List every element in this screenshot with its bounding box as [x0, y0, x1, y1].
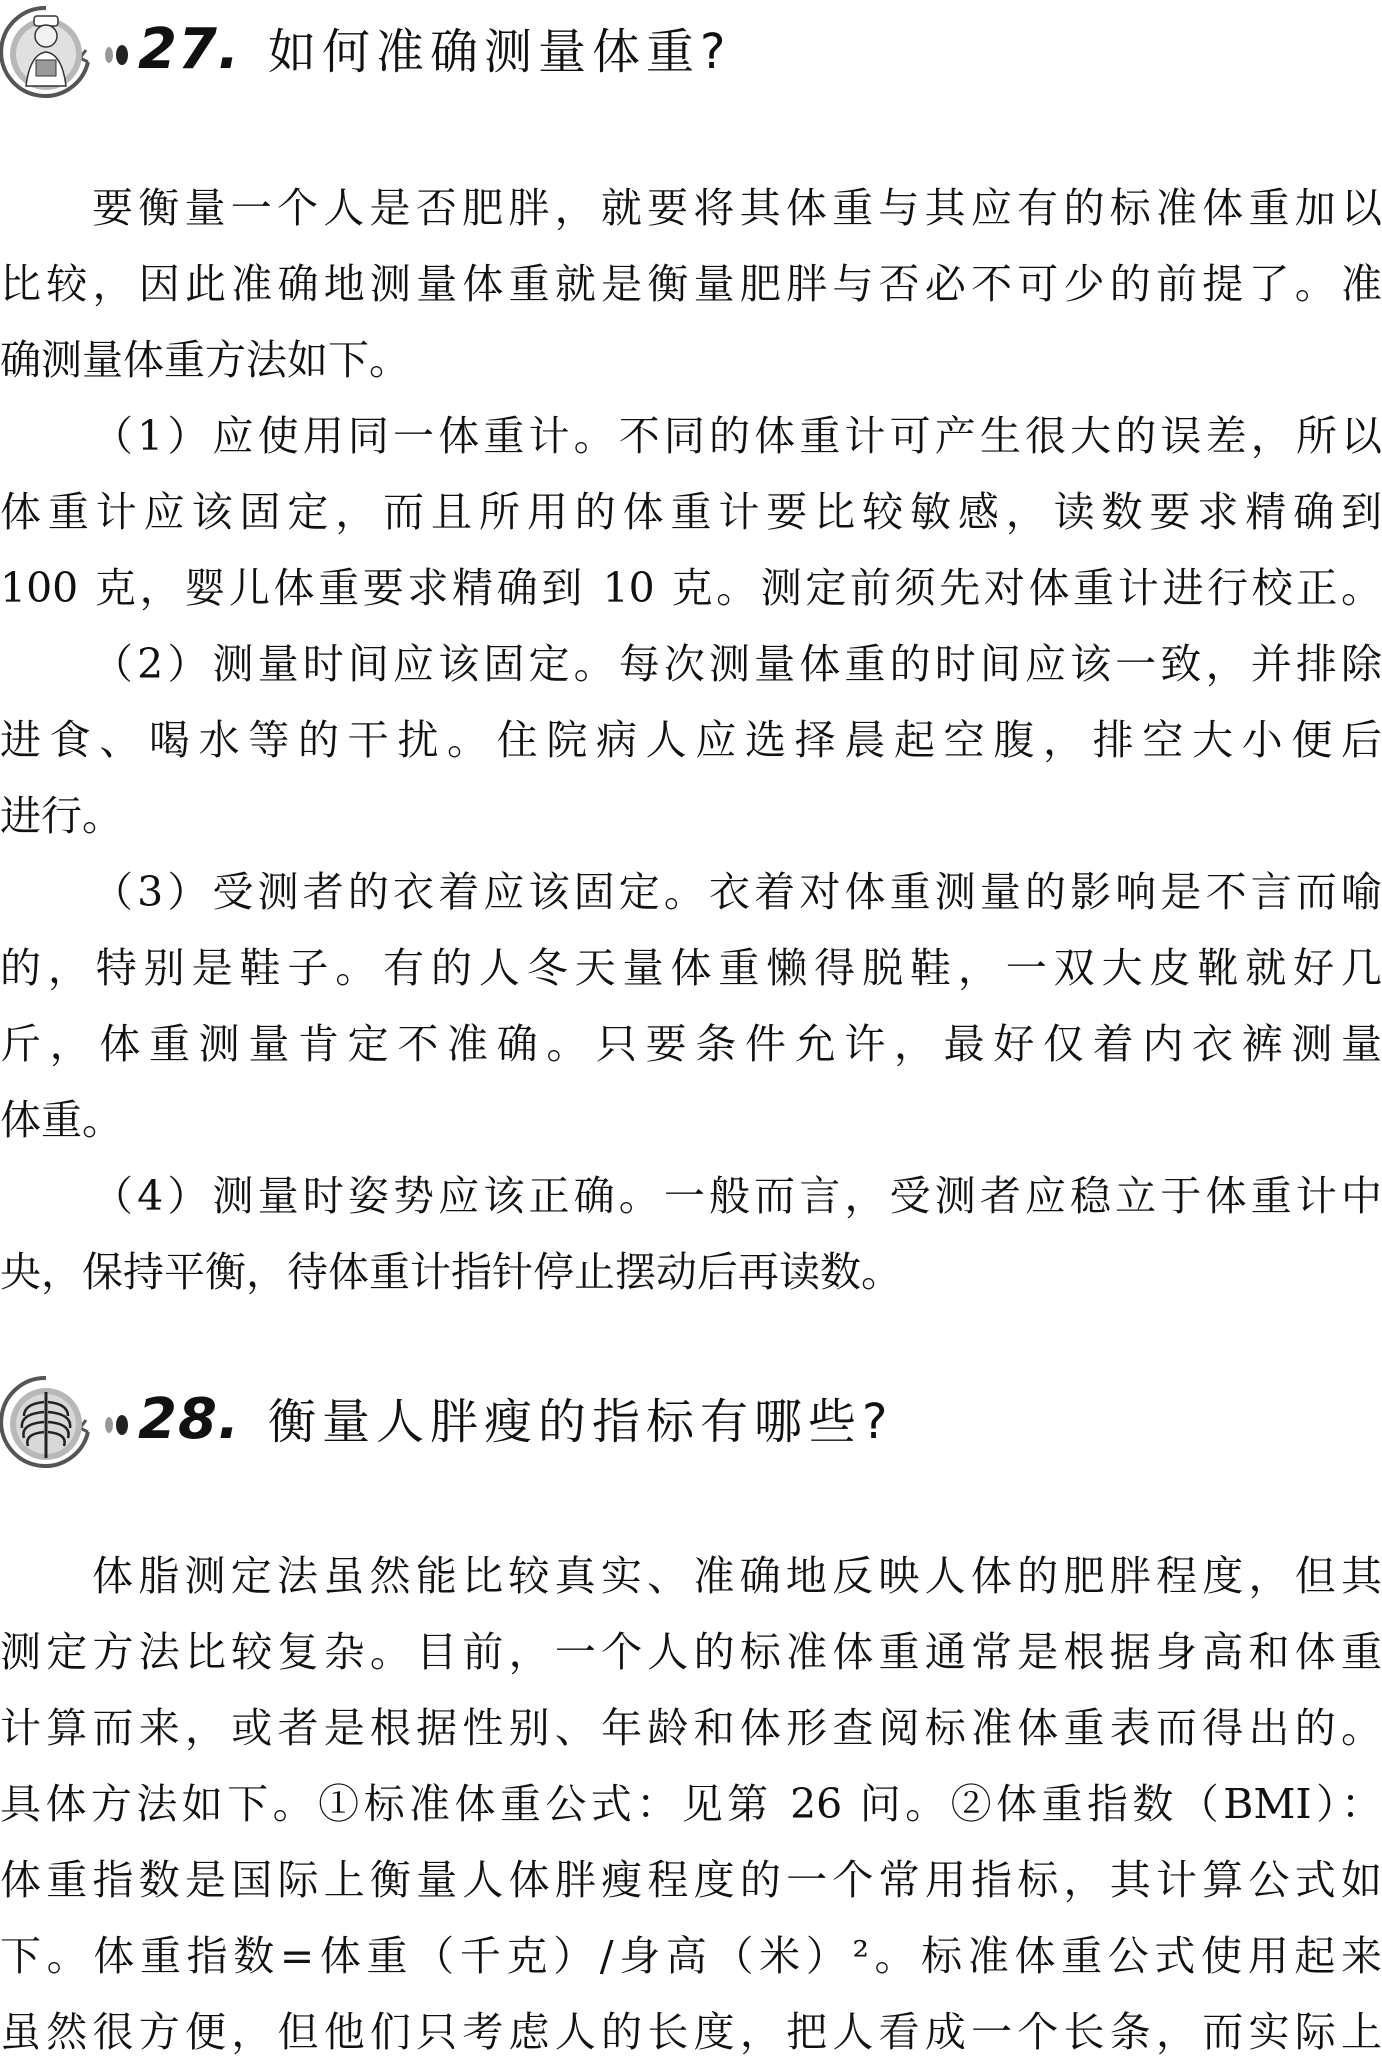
question-28-header: [0, 1370, 1382, 1480]
body-line: 央，保持平衡，待体重计指针停止摆动后再读数。: [0, 1248, 902, 1296]
body-line: 体重指数是国际上衡量人体胖瘦程度的一个常用指标，其计算公式如: [0, 1856, 1382, 1904]
body-line: 具体方法如下。①标准体重公式：见第 26 问。②体重指数（BMI）：: [0, 1780, 1382, 1828]
body-line: （3）受测者的衣着应该固定。衣着对体重测量的影响是不言而喻: [92, 868, 1382, 916]
body-line: 计算而来，或者是根据性别、年龄和体形查阅标准体重表而得出的。: [0, 1704, 1382, 1752]
body-line: 要衡量一个人是否肥胖，就要将其体重与其应有的标准体重加以: [92, 184, 1382, 232]
body-line: 下。体重指数=体重（千克）/身高（米）²。标准体重公式使用起来: [0, 1932, 1382, 1980]
body-line: （1）应使用同一体重计。不同的体重计可产生很大的误差，所以: [92, 412, 1382, 460]
question-28-body: [0, 1538, 1382, 2070]
question-title: 如何准确测量体重?: [268, 24, 732, 80]
body-line: 体重。: [0, 1096, 123, 1144]
body-line: 100 克，婴儿体重要求精确到 10 克。测定前须先对体重计进行校正。: [0, 564, 1382, 612]
body-line: （2）测量时间应该固定。每次测量体重的时间应该一致，并排除: [92, 640, 1382, 688]
question-title: 衡量人胖瘦的指标有哪些?: [268, 1394, 894, 1450]
nurse-icon: [0, 2, 92, 106]
body-line: （4）测量时姿势应该正确。一般而言，受测者应稳立于体重计中: [92, 1172, 1382, 1220]
body-line: 测定方法比较复杂。目前，一个人的标准体重通常是根据身高和体重: [0, 1628, 1382, 1676]
body-line: 斤，体重测量肯定不准确。只要条件允许，最好仅着内衣裤测量: [0, 1020, 1382, 1068]
body-line: 确测量体重方法如下。: [0, 336, 410, 384]
header-dots-icon: [104, 44, 134, 66]
body-line: 体重计应该固定，而且所用的体重计要比较敏感，读数要求精确到: [0, 488, 1382, 536]
body-line: 体脂测定法虽然能比较真实、准确地反映人体的肥胖程度，但其: [92, 1552, 1382, 1600]
body-line: 进食、喝水等的干扰。住院病人应选择晨起空腹，排空大小便后: [0, 716, 1382, 764]
body-line: 进行。: [0, 792, 123, 840]
body-line: 的，特别是鞋子。有的人冬天量体重懒得脱鞋，一双大皮靴就好几: [0, 944, 1382, 992]
body-line: 虽然很方便，但他们只考虑人的长度，把人看成一个长条，而实际上: [0, 2008, 1382, 2056]
question-number: 28.: [138, 1387, 241, 1452]
ribcage-icon: [0, 1372, 92, 1476]
question-27-body: [0, 170, 1382, 1310]
header-dots-icon: [104, 1414, 134, 1436]
body-line: 比较，因此准确地测量体重就是衡量肥胖与否必不可少的前提了。准: [0, 260, 1382, 308]
question-27-header: [0, 0, 1382, 110]
question-number: 27.: [138, 17, 241, 82]
